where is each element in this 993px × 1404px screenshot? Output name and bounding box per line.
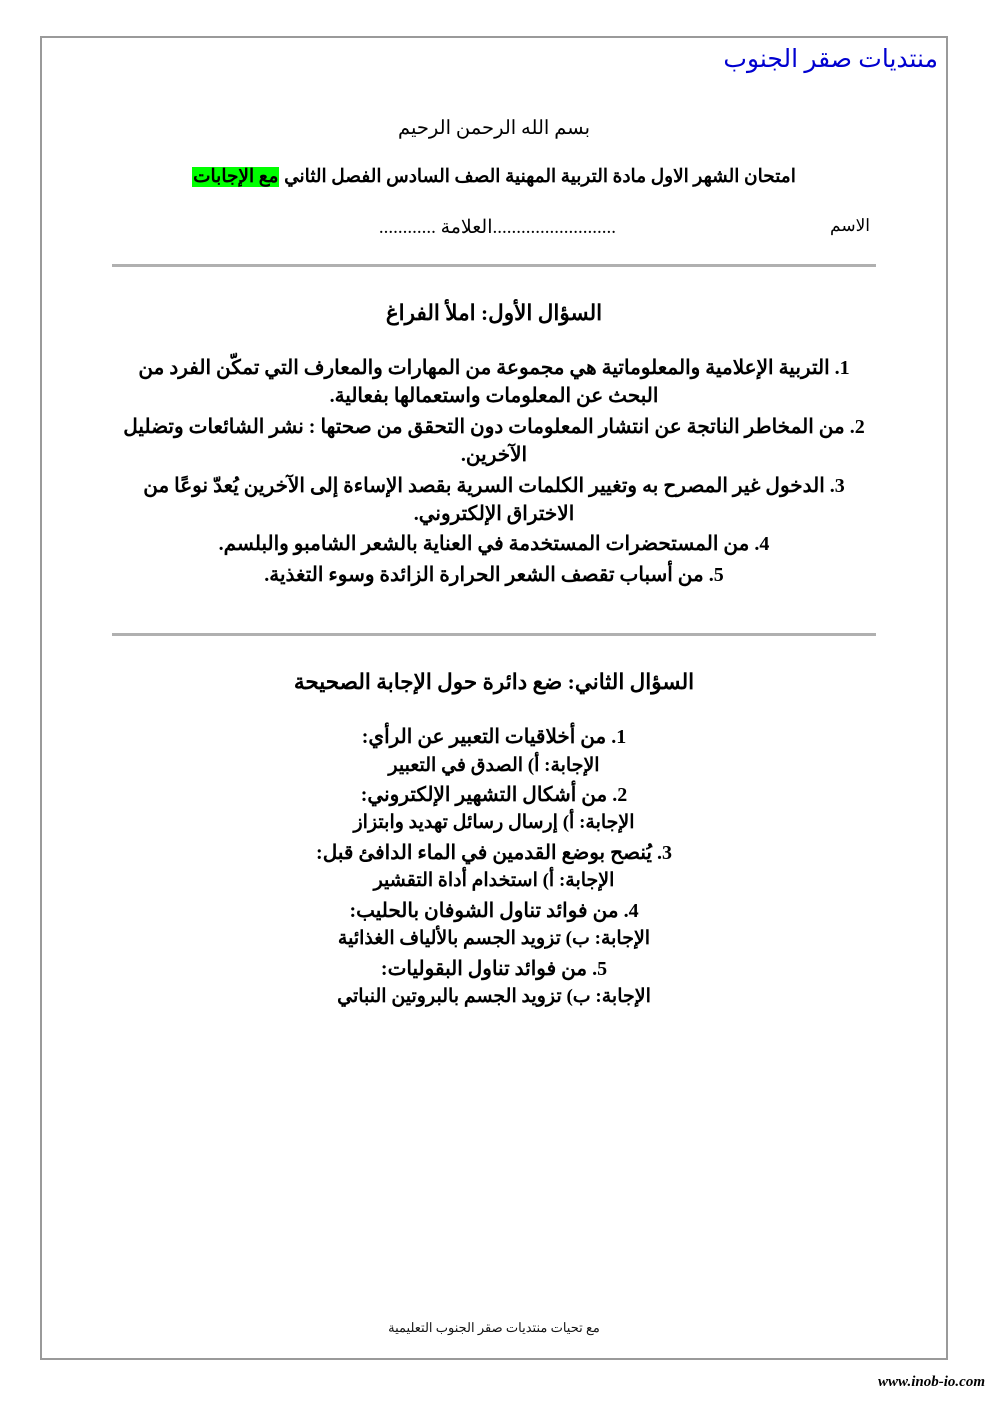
list-item (112, 955, 876, 1011)
mcq-answer: الإجابة: أ) الصدق في التعبير (388, 754, 600, 776)
item-number: 3. (656, 842, 672, 864)
item-text: من فوائد تناول البقوليات: (380, 957, 588, 980)
fill-blank-list (112, 354, 876, 589)
item-text: من أسباب تقصف الشعر الحرارة الزائدة وسوء التغذية. (264, 563, 704, 586)
item-text: من المستحضرات المستخدمة في العناية بالشعر الشامبو والبلسم. (218, 533, 750, 556)
list-item (112, 781, 876, 837)
document-content (112, 116, 876, 1013)
item-number: 1. (834, 357, 850, 379)
item-text: التربية الإعلامية والمعلوماتية هي مجموعة من المهارات والمعارف التي تمكّن الفرد من البحث عن المعلومات واستعمالها بفعالية. (138, 357, 830, 408)
site-banner-title: منتديات صقر الجنوب (723, 46, 938, 73)
basmala-line: بسم الله الرحمن الرحيم (397, 118, 591, 139)
item-text: الدخول غير المصرح به وتغيير الكلمات السرية بقصد الإساءة إلى الآخرين يُعدّ نوعًا من الاختراق الإلكتروني. (143, 474, 825, 525)
section-one-heading: السؤال الأول: املأ الفراغ (385, 301, 603, 325)
list-item (112, 530, 876, 558)
item-text: من أخلاقيات التعبير عن الرأي: (361, 726, 607, 749)
document-page (40, 36, 948, 1360)
multiple-choice-list (112, 723, 876, 1011)
item-text: من المخاطر الناتجة عن انتشار المعلومات دون التحقق من صحتها : نشر الشائعات وتضليل الآخرين. (123, 415, 845, 467)
marks-fill-line: ..........................العلامة ............ (378, 217, 616, 238)
section-two-heading: السؤال الثاني: ضع دائرة حول الإجابة الصحيحة (293, 670, 695, 695)
item-number: 5. (592, 957, 608, 980)
exam-title (112, 166, 876, 188)
divider-top (112, 264, 876, 267)
name-label: الاسم (830, 216, 870, 235)
site-url-watermark: www.inob-io.com (878, 1374, 985, 1390)
divider-bottom (112, 633, 876, 636)
mcq-answer: الإجابة: أ) إرسال رسائل تهديد وابتزاز (353, 812, 635, 834)
item-number: 1. (611, 726, 627, 749)
list-item (112, 839, 876, 895)
site-banner (50, 44, 938, 74)
mcq-question (112, 955, 876, 983)
section-question-one (112, 301, 876, 589)
item-number: 2. (849, 415, 865, 438)
exam-title-highlight: مع الإجابات (193, 167, 279, 187)
item-number: 4. (754, 533, 770, 556)
list-item (112, 897, 876, 953)
mcq-answer: الإجابة: ب) تزويد الجسم بالبروتين النباتي (337, 986, 651, 1008)
mcq-question (112, 781, 876, 809)
mcq-answer: الإجابة: ب) تزويد الجسم بالألياف الغذائية (337, 928, 651, 950)
list-item (112, 354, 876, 411)
student-info-line (112, 216, 876, 250)
list-item (112, 723, 876, 779)
list-item (112, 413, 876, 470)
item-text: يُنصح بوضع القدمين في الماء الدافئ قبل: (316, 842, 652, 864)
document-footer: مع تحيات منتديات صقر الجنوب التعليمية (388, 1320, 600, 1335)
item-number: 3. (829, 474, 845, 497)
mcq-question (112, 723, 876, 751)
item-number: 2. (612, 784, 628, 807)
mcq-answer: الإجابة: أ) استخدام أداة التقشير (373, 870, 615, 892)
mcq-question (112, 839, 876, 867)
section-question-two (112, 670, 876, 1011)
list-item (112, 561, 876, 589)
item-text: من أشكال التشهير الإلكتروني: (360, 784, 608, 807)
item-number: 5. (708, 563, 724, 586)
exam-title-prefix: امتحان الشهر الاول مادة التربية المهنية الصف السادس الفصل الثاني (279, 167, 796, 187)
item-text: من فوائد تناول الشوفان بالحليب: (349, 899, 619, 922)
item-number: 4. (623, 899, 639, 922)
list-item (112, 472, 876, 529)
mcq-question (112, 897, 876, 925)
